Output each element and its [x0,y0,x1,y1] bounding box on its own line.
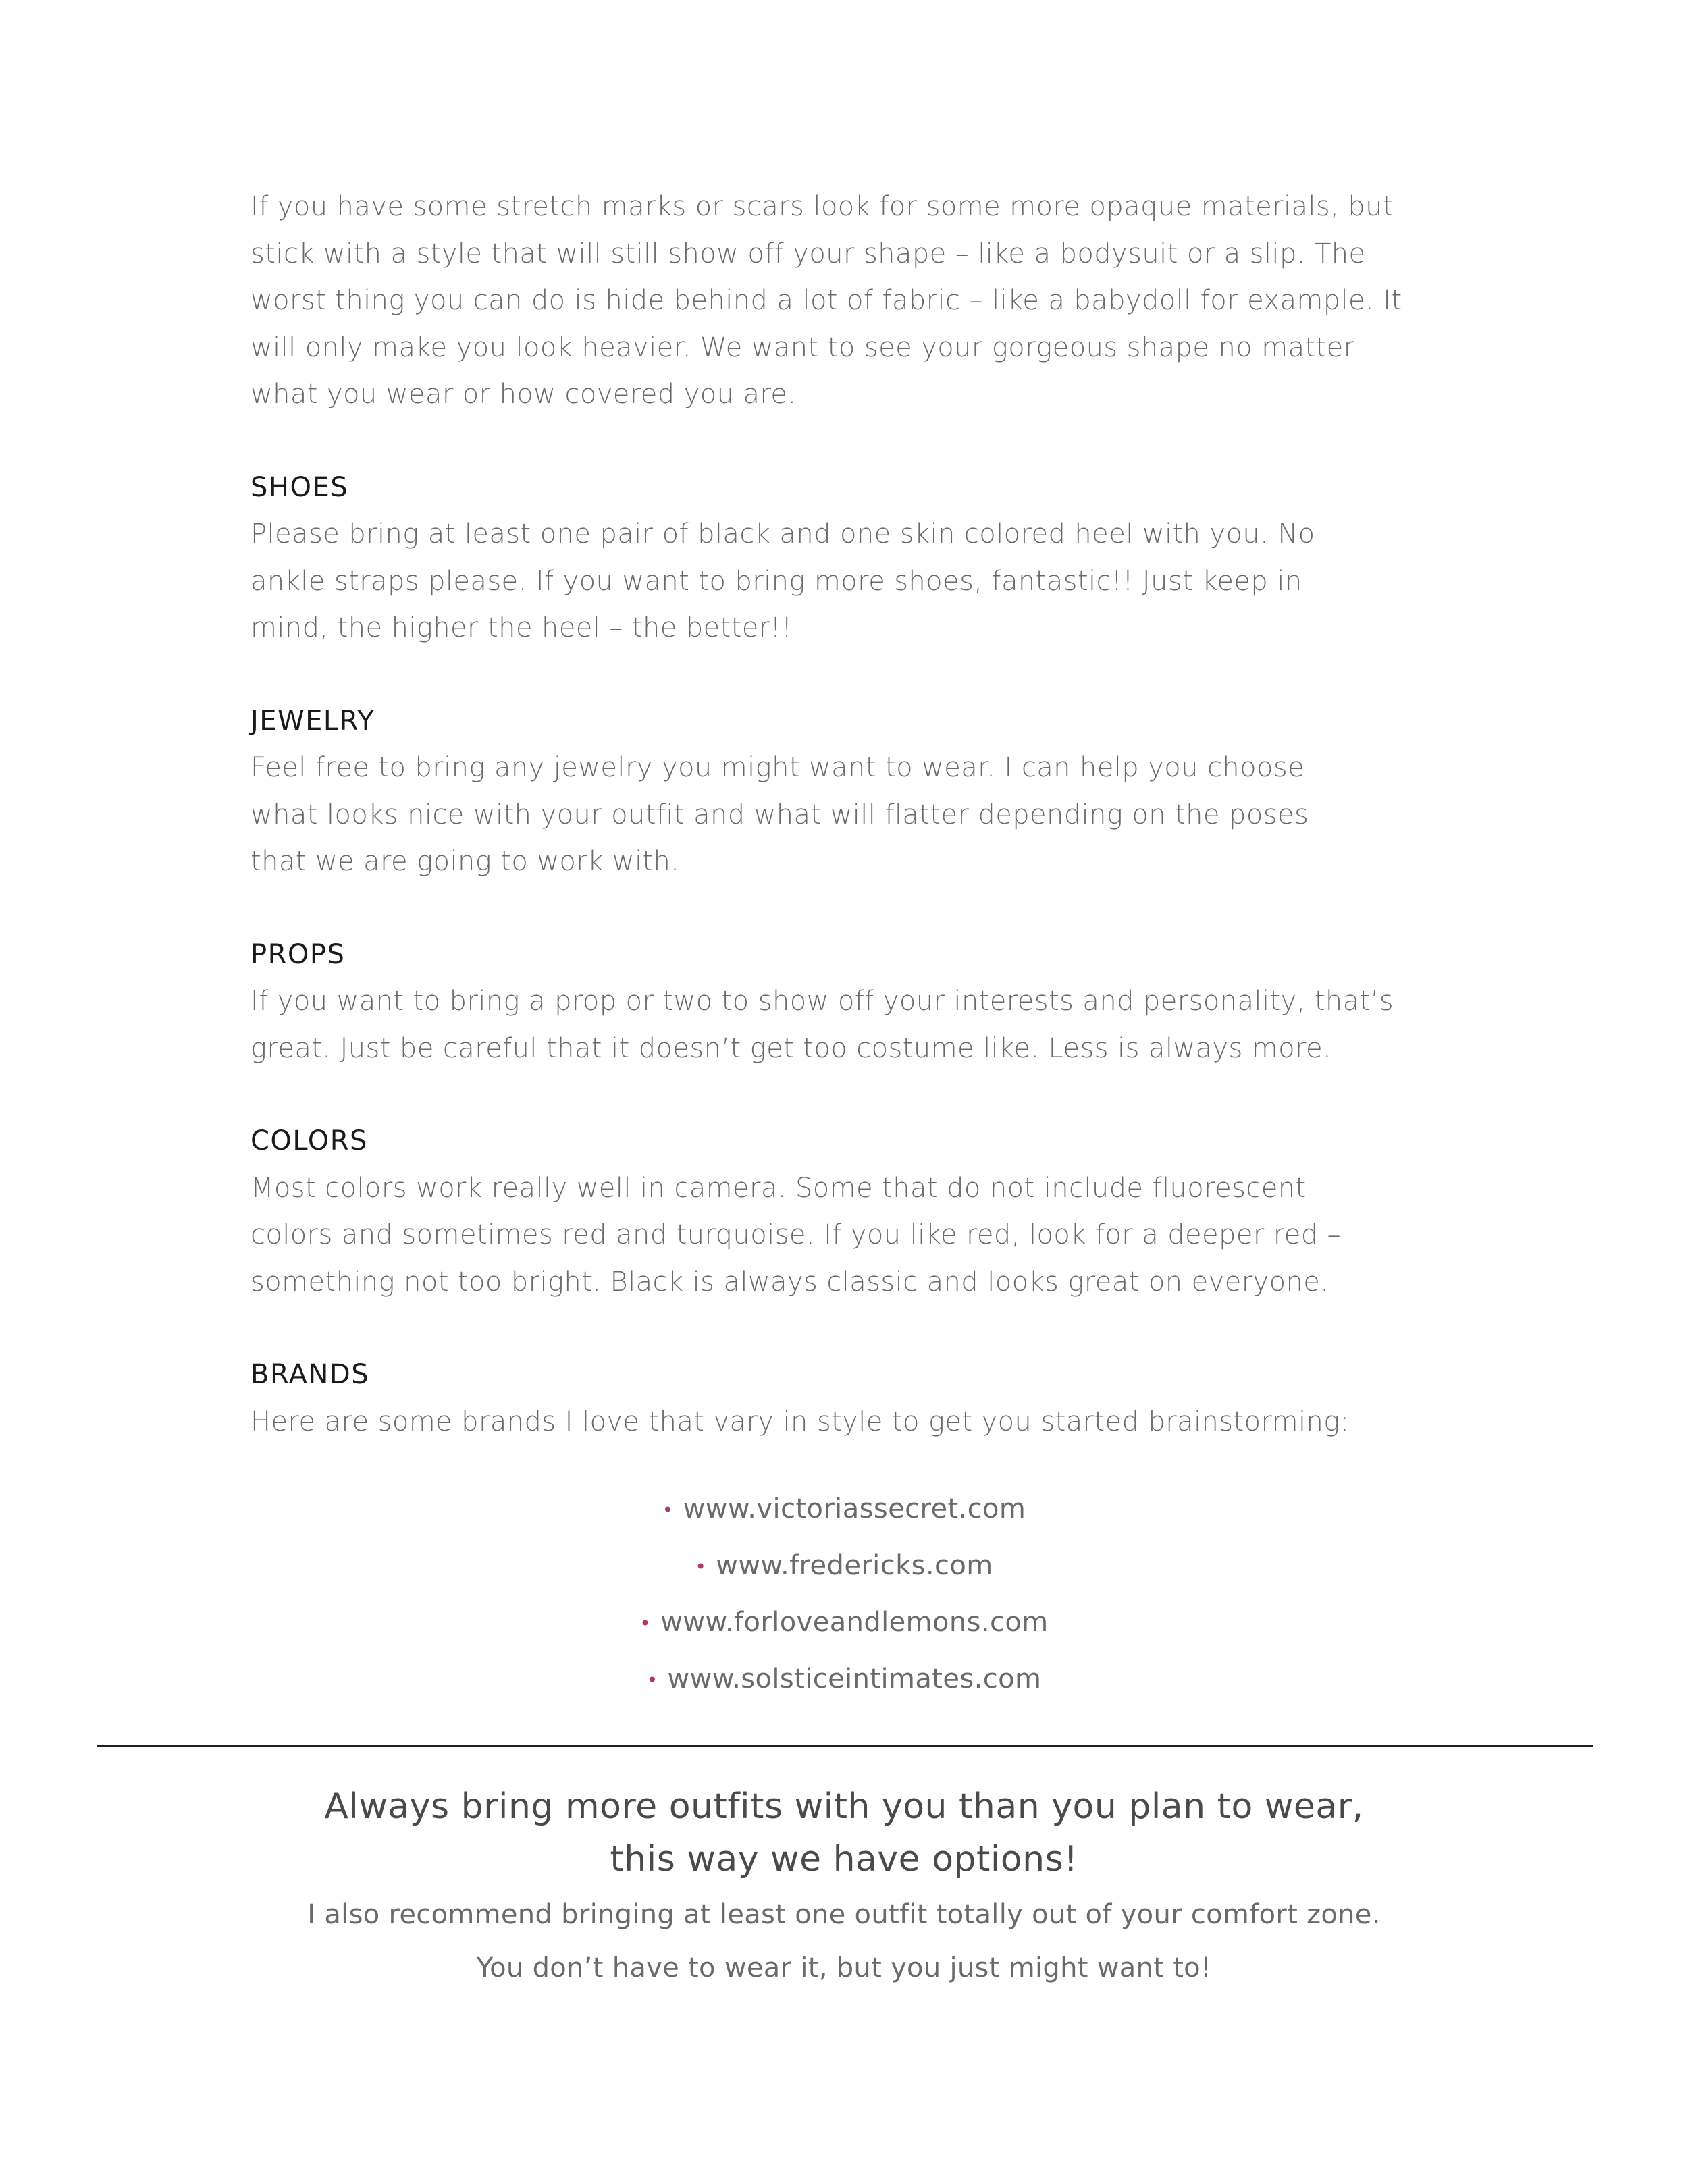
brand-link-item [0,1481,1688,1538]
text-line: that we are going to work with. [250,846,680,877]
section-heading: PROPS [250,938,346,970]
section-heading: JEWELRY [250,705,375,737]
horizontal-divider [97,1745,1593,1747]
brand-link[interactable]: www.forloveandlemons.com [660,1607,1049,1638]
text-line: mind, the higher the heel – the better!! [250,612,793,643]
text-line: Please bring at least one pair of black and one skin colored heel with you. No [250,518,1315,550]
text-line: something not too bright. Black is always classic and looks great on everyone. [250,1266,1329,1298]
text-line: what you wear or how covered you are. [250,379,797,410]
section-paragraph [250,745,1446,886]
section-heading: COLORS [250,1125,368,1156]
section-paragraph [250,978,1446,1072]
text-line: Always bring more outfits with you than you plan to wear, [324,1786,1364,1827]
bullet-icon: • [646,1669,658,1691]
text-line: You don’t have to wear it, but you just might want to! [476,1952,1212,1983]
section-heading: BRANDS [250,1359,370,1390]
main-content [250,184,1446,1445]
text-line: Here are some brands I love that vary in style to get you started brainstorming: [250,1406,1350,1437]
bullet-icon: • [639,1612,652,1634]
section-colors [250,1118,1446,1306]
brand-link-list [0,1481,1688,1708]
intro-paragraph [250,184,1446,419]
section-brands [250,1352,1446,1445]
closing-callout [0,1780,1688,1995]
text-line: worst thing you can do is hide behind a lot of fabric – like a babydoll for example. It [250,285,1402,316]
text-line: great. Just be careful that it doesn’t get too costume like. Less is always more. [250,1032,1332,1064]
text-line: what looks nice with your outfit and what will flatter depending on the poses [250,799,1309,830]
closing-title [0,1780,1688,1886]
text-line: Most colors work really well in camera. Some that do not include fluorescent [250,1172,1307,1204]
section-heading: SHOES [250,471,349,503]
bullet-icon: • [662,1499,674,1521]
text-line: If you have some stretch marks or scars look for some more opaque materials, but [250,191,1394,222]
section-paragraph [250,511,1446,652]
brand-link[interactable]: www.solsticeintimates.com [667,1663,1042,1695]
text-line: will only make you look heavier. We want to see your gorgeous shape no matter [250,331,1355,363]
section-jewelry [250,698,1446,886]
section-props [250,932,1446,1073]
text-line: If you want to bring a prop or two to show off your interests and personality, that’s [250,986,1394,1017]
section-paragraph [250,1165,1446,1306]
brand-link[interactable]: www.fredericks.com [716,1550,993,1581]
bullet-icon: • [695,1555,707,1578]
text-line: ankle straps please. If you want to bring more shoes, fantastic!! Just keep in [250,565,1302,597]
section-paragraph [250,1399,1446,1446]
brand-link-item [0,1595,1688,1651]
closing-note [0,1888,1688,1995]
text-line: this way we have options! [610,1839,1078,1880]
section-shoes [250,464,1446,652]
brand-link-item [0,1538,1688,1595]
brand-link[interactable]: www.victoriassecret.com [683,1493,1026,1524]
brand-link-item [0,1651,1688,1708]
text-line: colors and sometimes red and turquoise. If you like red, look for a deeper red – [250,1219,1342,1250]
text-line: stick with a style that will still show off your shape – like a bodysuit or a slip. The [250,238,1366,269]
text-line: I also recommend bringing at least one outfit totally out of your comfort zone. [307,1899,1381,1930]
text-line: Feel free to bring any jewelry you might want to wear. I can help you choose [250,752,1305,783]
